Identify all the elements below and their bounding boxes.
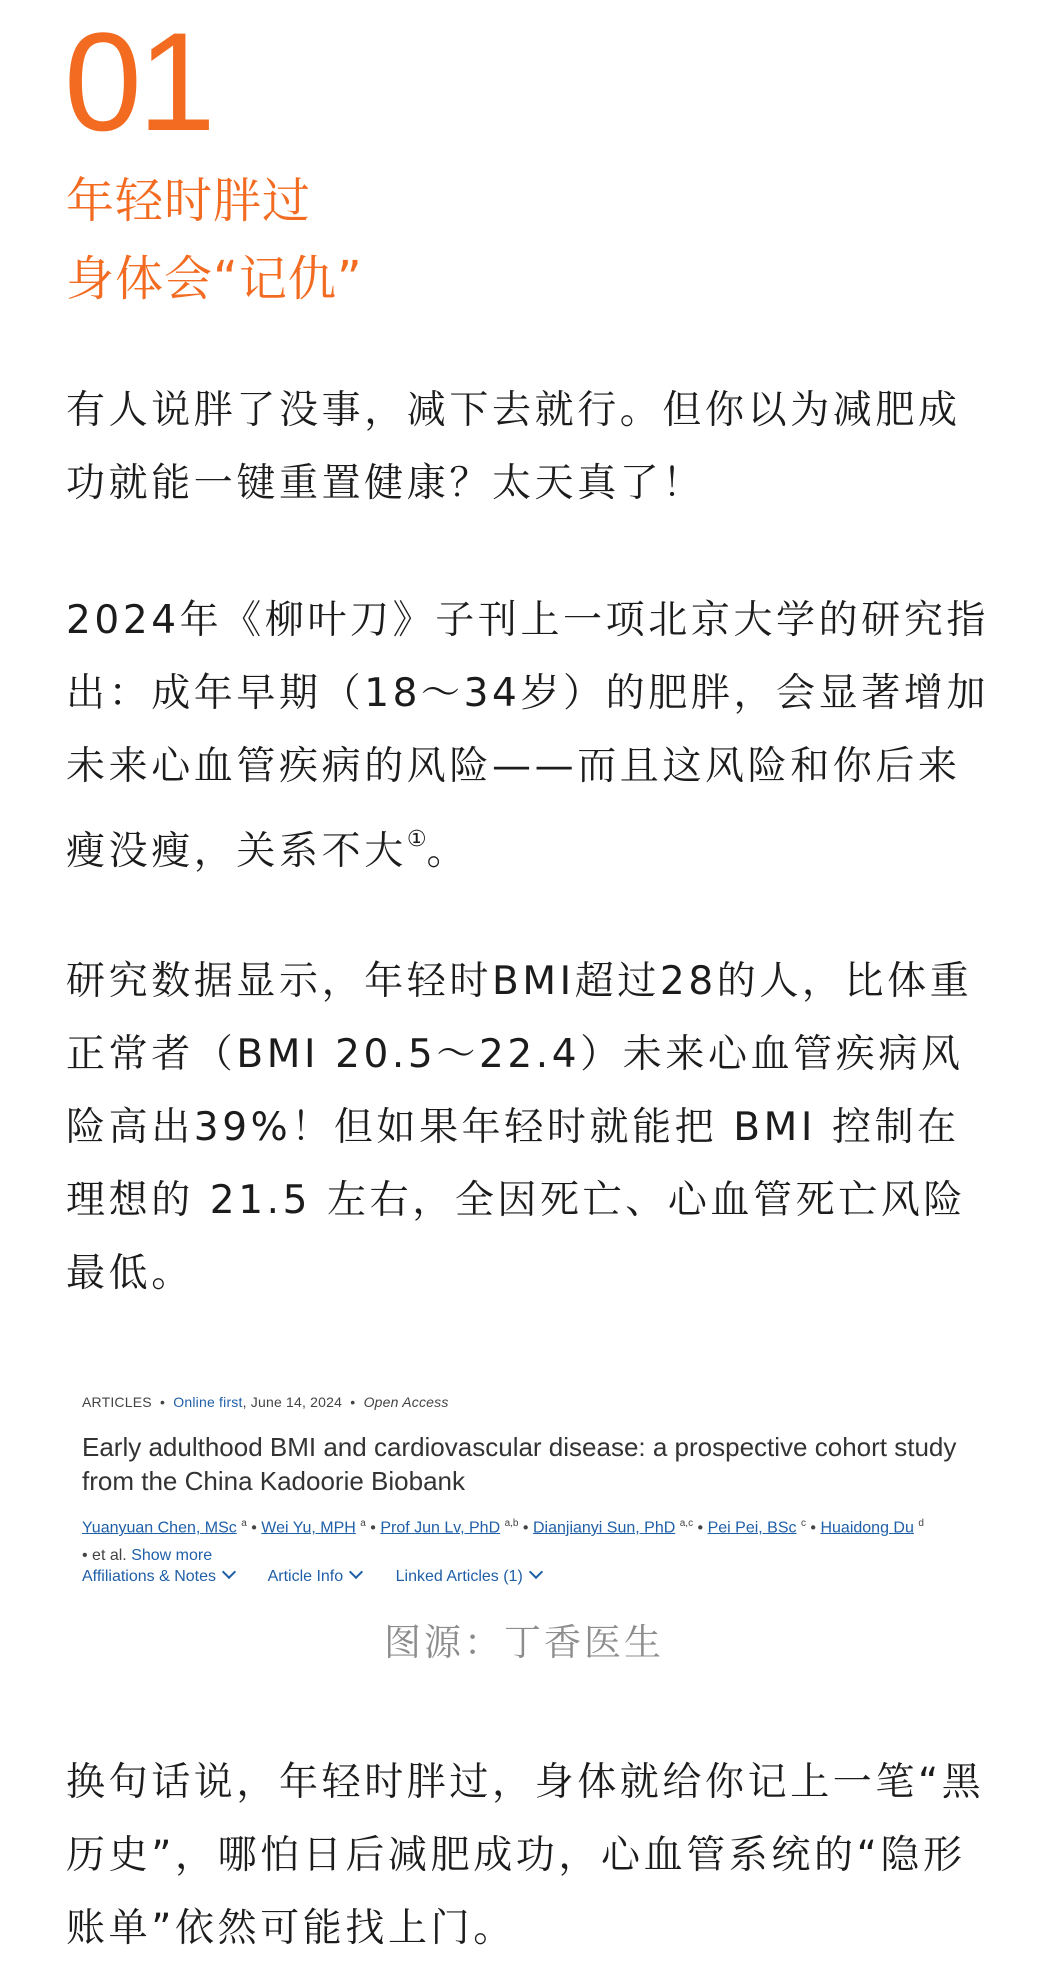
author-affiliation: a,c [679,1518,694,1529]
article-authors: Yuanyuan Chen, MSc $^a$ • Wei Yu, MPH $^a$ • Prof Jun Lv, PhD $^{a,b}$ • Dianjianyi Sun, PhD $^{a,c}$ • Pei Pei, BSc $^c$ • Huaidong Du $^d$ • et al. Show more [82,1518,924,1565]
article-type: ARTICLES [82,1394,152,1410]
article-tabs [82,1568,571,1586]
chevron-down-icon [222,1565,236,1579]
tab-affiliations-label: Affiliations & Notes [82,1568,216,1585]
section-title [66,162,363,318]
article-title: Early adulthood BMI and cardiovascular disease: a prospective cohort study from the China Kadoorie Biobank [82,1432,957,1496]
author-affiliation: d [918,1518,924,1529]
paragraph-data: 研究数据显示，年轻时BMI超过28的人，比体重正常者（BMI 20.5～22.4）未来心血管疾病风险高出39%！但如果年轻时就能把 BMI 控制在理想的 21.5 左右，全因死亡、心血管死亡风险最低。 [66,959,973,1296]
author-link[interactable]: Wei Yu, MPH [261,1519,356,1537]
et-al: • et al. [82,1547,127,1565]
section-title-line2: 身体会“记仇” [66,251,363,307]
paragraph-study [66,584,996,888]
tab-article-info[interactable] [268,1568,362,1585]
author-affiliation: a,b [504,1518,519,1529]
image-caption: 图源：丁香医生 [384,1621,664,1664]
show-more-link[interactable]: Show more [131,1547,213,1565]
section-title-line1: 年轻时胖过 [66,173,312,229]
author-link[interactable]: Huaidong Du [820,1519,914,1537]
tab-affiliations[interactable] [82,1568,234,1585]
author-link[interactable]: Prof Jun Lv, PhD [380,1519,501,1537]
paragraph-conclusion: 换句话说，年轻时胖过，身体就给你记上一笔“黑历史”，哪怕日后减肥成功，心血管系统的“隐形账单”依然可能找上门。 [66,1760,985,1951]
author-link[interactable]: Yuanyuan Chen, MSc [82,1519,237,1537]
paragraph-study-text: 2024年《柳叶刀》子刊上一项北京大学的研究指出：成年早期（18～34岁）的肥胖，会显著增加未来心血管疾病的风险——而且这风险和你后来瘦没瘦，关系不大 [66,598,990,874]
online-first-link[interactable]: Online first [173,1394,243,1410]
article-meta: ARTICLES • Online first, June 14, 2024 • Open Access [82,1394,449,1410]
tab-linked-articles[interactable] [396,1568,541,1585]
section-number: 01 [64,3,212,160]
open-access-label: Open Access [363,1394,449,1410]
author-affiliation: a [241,1518,247,1529]
chevron-down-icon [349,1565,363,1579]
article-screenshot [66,1380,992,1602]
reference-marker[interactable]: ① [406,827,427,852]
tab-linked-articles-label: Linked Articles (1) [395,1568,523,1585]
tab-article-info-label: Article Info [267,1568,344,1585]
author-affiliation: a [360,1518,366,1529]
paragraph-study-end: 。 [426,829,470,874]
author-link[interactable]: Dianjianyi Sun, PhD [532,1519,676,1537]
article-date: , June 14, 2024 [242,1394,343,1410]
author-link[interactable]: Pei Pei, BSc [707,1519,797,1537]
chevron-down-icon [529,1565,543,1579]
author-affiliation: c [800,1518,806,1529]
paragraph-intro: 有人说胖了没事，减下去就行。但你以为减肥成功就能一键重置健康？太天真了！ [66,388,961,506]
